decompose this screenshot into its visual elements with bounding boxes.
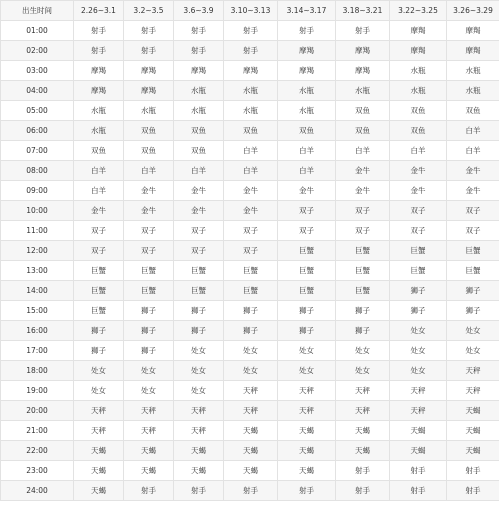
table-row [1, 321, 499, 341]
zodiac-cell: 双子 [390, 201, 447, 221]
zodiac-cell: 双子 [447, 201, 499, 221]
header-date-range: 3.14~3.17 [278, 1, 336, 21]
header-date-range: 3.22~3.25 [390, 1, 447, 21]
zodiac-cell: 巨蟹 [224, 261, 278, 281]
row-time: 09:00 [1, 181, 74, 201]
row-time: 20:00 [1, 401, 74, 421]
zodiac-cell: 金牛 [124, 201, 174, 221]
zodiac-cell: 双子 [224, 241, 278, 261]
zodiac-cell: 白羊 [174, 161, 224, 181]
zodiac-cell: 天秤 [174, 421, 224, 441]
zodiac-cell: 天秤 [447, 361, 499, 381]
zodiac-cell: 处女 [174, 341, 224, 361]
zodiac-cell: 天秤 [224, 381, 278, 401]
zodiac-cell: 水瓶 [447, 81, 499, 101]
zodiac-cell: 金牛 [174, 201, 224, 221]
zodiac-cell: 射手 [224, 481, 278, 501]
zodiac-cell: 射手 [74, 21, 124, 41]
zodiac-cell: 天蝎 [278, 441, 336, 461]
header-date-range: 3.26~3.29 [447, 1, 499, 21]
table-row [1, 481, 499, 501]
table-row [1, 341, 499, 361]
zodiac-cell: 巨蟹 [74, 301, 124, 321]
zodiac-cell: 狮子 [336, 321, 390, 341]
zodiac-cell: 射手 [224, 21, 278, 41]
zodiac-cell: 双鱼 [124, 121, 174, 141]
zodiac-cell: 白羊 [124, 161, 174, 181]
zodiac-cell: 双子 [336, 221, 390, 241]
zodiac-cell: 处女 [390, 361, 447, 381]
zodiac-cell: 天蝎 [124, 441, 174, 461]
table-row [1, 201, 499, 221]
row-time: 18:00 [1, 361, 74, 381]
zodiac-cell: 射手 [174, 41, 224, 61]
zodiac-cell: 双鱼 [74, 141, 124, 161]
zodiac-cell: 双鱼 [336, 101, 390, 121]
zodiac-cell: 白羊 [278, 141, 336, 161]
zodiac-cell: 射手 [74, 41, 124, 61]
zodiac-cell: 双子 [447, 221, 499, 241]
row-time: 07:00 [1, 141, 74, 161]
zodiac-cell: 水瓶 [224, 81, 278, 101]
zodiac-cell: 双鱼 [224, 121, 278, 141]
zodiac-cell: 巨蟹 [174, 281, 224, 301]
zodiac-cell: 水瓶 [278, 101, 336, 121]
zodiac-cell: 天蝎 [278, 461, 336, 481]
zodiac-cell: 狮子 [447, 281, 499, 301]
row-time: 04:00 [1, 81, 74, 101]
zodiac-cell: 双子 [278, 201, 336, 221]
table-row [1, 441, 499, 461]
zodiac-cell: 水瓶 [74, 121, 124, 141]
zodiac-cell: 水瓶 [390, 81, 447, 101]
row-time: 08:00 [1, 161, 74, 181]
zodiac-cell: 金牛 [224, 201, 278, 221]
zodiac-cell: 金牛 [336, 181, 390, 201]
zodiac-cell: 天蝎 [336, 421, 390, 441]
table-body [1, 21, 499, 501]
zodiac-cell: 摩羯 [390, 41, 447, 61]
zodiac-cell: 天蝎 [336, 441, 390, 461]
row-time: 23:00 [1, 461, 74, 481]
zodiac-cell: 处女 [278, 341, 336, 361]
table-row [1, 21, 499, 41]
row-time: 22:00 [1, 441, 74, 461]
zodiac-cell: 射手 [390, 481, 447, 501]
zodiac-cell: 处女 [174, 361, 224, 381]
zodiac-cell: 处女 [447, 321, 499, 341]
zodiac-cell: 处女 [390, 321, 447, 341]
zodiac-cell: 水瓶 [224, 101, 278, 121]
zodiac-cell: 天秤 [74, 401, 124, 421]
header-date-range: 3.2~3.5 [124, 1, 174, 21]
zodiac-cell: 摩羯 [224, 61, 278, 81]
zodiac-cell: 金牛 [447, 161, 499, 181]
zodiac-cell: 双子 [74, 221, 124, 241]
zodiac-cell: 狮子 [174, 301, 224, 321]
zodiac-cell: 摩羯 [336, 61, 390, 81]
row-time: 05:00 [1, 101, 74, 121]
zodiac-cell: 巨蟹 [336, 241, 390, 261]
row-time: 02:00 [1, 41, 74, 61]
zodiac-cell: 射手 [447, 481, 499, 501]
zodiac-cell: 狮子 [124, 321, 174, 341]
row-time: 24:00 [1, 481, 74, 501]
zodiac-cell: 处女 [336, 341, 390, 361]
zodiac-cell: 巨蟹 [124, 261, 174, 281]
zodiac-cell: 双子 [224, 221, 278, 241]
table-row [1, 101, 499, 121]
zodiac-cell: 射手 [174, 481, 224, 501]
zodiac-cell: 摩羯 [336, 41, 390, 61]
zodiac-cell: 巨蟹 [447, 241, 499, 261]
table-row [1, 81, 499, 101]
zodiac-cell: 射手 [336, 481, 390, 501]
zodiac-cell: 处女 [336, 361, 390, 381]
zodiac-cell: 狮子 [124, 301, 174, 321]
zodiac-cell: 摩羯 [447, 21, 499, 41]
zodiac-cell: 双子 [278, 221, 336, 241]
zodiac-cell: 金牛 [174, 181, 224, 201]
row-time: 11:00 [1, 221, 74, 241]
header-date-range: 3.6~3.9 [174, 1, 224, 21]
zodiac-cell: 处女 [447, 341, 499, 361]
zodiac-cell: 水瓶 [278, 81, 336, 101]
zodiac-cell: 金牛 [390, 161, 447, 181]
table-header-row [1, 1, 499, 21]
zodiac-cell: 射手 [278, 481, 336, 501]
row-time: 14:00 [1, 281, 74, 301]
zodiac-cell: 水瓶 [124, 101, 174, 121]
zodiac-cell: 天蝎 [390, 441, 447, 461]
zodiac-cell: 天蝎 [74, 481, 124, 501]
zodiac-cell: 处女 [174, 381, 224, 401]
zodiac-cell: 天蝎 [224, 421, 278, 441]
zodiac-cell: 摩羯 [74, 61, 124, 81]
zodiac-cell: 双鱼 [278, 121, 336, 141]
zodiac-cell: 巨蟹 [278, 281, 336, 301]
zodiac-cell: 巨蟹 [124, 281, 174, 301]
zodiac-cell: 射手 [390, 461, 447, 481]
zodiac-cell: 天蝎 [74, 461, 124, 481]
zodiac-cell: 天蝎 [224, 441, 278, 461]
zodiac-cell: 狮子 [74, 321, 124, 341]
zodiac-cell: 狮子 [390, 301, 447, 321]
zodiac-cell: 巨蟹 [336, 261, 390, 281]
zodiac-cell: 双子 [174, 241, 224, 261]
zodiac-cell: 天秤 [74, 421, 124, 441]
zodiac-cell: 白羊 [74, 161, 124, 181]
zodiac-cell: 巨蟹 [174, 261, 224, 281]
zodiac-cell: 白羊 [224, 161, 278, 181]
zodiac-cell: 天秤 [174, 401, 224, 421]
zodiac-cell: 天蝎 [174, 441, 224, 461]
zodiac-cell: 狮子 [390, 281, 447, 301]
zodiac-cell: 水瓶 [336, 81, 390, 101]
zodiac-cell: 天秤 [278, 381, 336, 401]
zodiac-cell: 白羊 [224, 141, 278, 161]
zodiac-cell: 天秤 [336, 401, 390, 421]
zodiac-cell: 射手 [336, 21, 390, 41]
table-row [1, 261, 499, 281]
table-row [1, 401, 499, 421]
row-time: 01:00 [1, 21, 74, 41]
row-time: 12:00 [1, 241, 74, 261]
row-time: 13:00 [1, 261, 74, 281]
zodiac-cell: 天秤 [390, 381, 447, 401]
zodiac-cell: 摩羯 [74, 81, 124, 101]
table-row [1, 461, 499, 481]
zodiac-cell: 射手 [278, 21, 336, 41]
zodiac-cell: 处女 [124, 381, 174, 401]
zodiac-cell: 金牛 [278, 181, 336, 201]
header-date-range: 3.10~3.13 [224, 1, 278, 21]
zodiac-cell: 天秤 [124, 401, 174, 421]
zodiac-cell: 天蝎 [447, 401, 499, 421]
row-time: 21:00 [1, 421, 74, 441]
zodiac-cell: 射手 [336, 461, 390, 481]
table-row [1, 421, 499, 441]
row-time: 10:00 [1, 201, 74, 221]
zodiac-cell: 金牛 [336, 161, 390, 181]
zodiac-cell: 天秤 [447, 381, 499, 401]
zodiac-cell: 双鱼 [174, 121, 224, 141]
zodiac-cell: 水瓶 [447, 61, 499, 81]
zodiac-cell: 白羊 [336, 141, 390, 161]
table-row [1, 41, 499, 61]
zodiac-cell: 水瓶 [74, 101, 124, 121]
zodiac-cell: 水瓶 [174, 101, 224, 121]
zodiac-cell: 天秤 [390, 401, 447, 421]
zodiac-cell: 白羊 [74, 181, 124, 201]
zodiac-cell: 天蝎 [224, 461, 278, 481]
table-row [1, 361, 499, 381]
row-time: 06:00 [1, 121, 74, 141]
zodiac-cell: 天蝎 [447, 421, 499, 441]
zodiac-cell: 天蝎 [390, 421, 447, 441]
zodiac-cell: 处女 [278, 361, 336, 381]
zodiac-cell: 摩羯 [124, 61, 174, 81]
zodiac-cell: 金牛 [74, 201, 124, 221]
zodiac-cell: 巨蟹 [278, 261, 336, 281]
zodiac-cell: 双鱼 [124, 141, 174, 161]
zodiac-cell: 射手 [224, 41, 278, 61]
zodiac-cell: 天蝎 [74, 441, 124, 461]
zodiac-cell: 双鱼 [336, 121, 390, 141]
zodiac-cell: 双子 [74, 241, 124, 261]
zodiac-cell: 白羊 [390, 141, 447, 161]
table-row [1, 381, 499, 401]
table-row [1, 221, 499, 241]
zodiac-cell: 双鱼 [390, 101, 447, 121]
zodiac-cell: 处女 [224, 341, 278, 361]
zodiac-cell: 狮子 [278, 301, 336, 321]
zodiac-cell: 双鱼 [390, 121, 447, 141]
zodiac-cell: 天蝎 [447, 441, 499, 461]
zodiac-cell: 射手 [124, 21, 174, 41]
zodiac-cell: 双子 [336, 201, 390, 221]
zodiac-cell: 双子 [174, 221, 224, 241]
zodiac-cell: 白羊 [447, 141, 499, 161]
zodiac-cell: 水瓶 [174, 81, 224, 101]
zodiac-cell: 狮子 [174, 321, 224, 341]
zodiac-cell: 摩羯 [174, 61, 224, 81]
table-row [1, 161, 499, 181]
zodiac-cell: 射手 [124, 41, 174, 61]
zodiac-cell: 狮子 [74, 341, 124, 361]
zodiac-cell: 天秤 [124, 421, 174, 441]
row-time: 19:00 [1, 381, 74, 401]
zodiac-cell: 狮子 [224, 301, 278, 321]
zodiac-cell: 处女 [390, 341, 447, 361]
zodiac-cell: 巨蟹 [74, 261, 124, 281]
zodiac-cell: 白羊 [278, 161, 336, 181]
zodiac-cell: 双子 [390, 221, 447, 241]
zodiac-cell: 巨蟹 [390, 241, 447, 261]
table-row [1, 61, 499, 81]
zodiac-cell: 天秤 [336, 381, 390, 401]
table-row [1, 241, 499, 261]
zodiac-cell: 天蝎 [278, 421, 336, 441]
zodiac-cell: 天蝎 [124, 461, 174, 481]
zodiac-cell: 摩羯 [447, 41, 499, 61]
header-date-range: 3.18~3.21 [336, 1, 390, 21]
table-row [1, 301, 499, 321]
zodiac-cell: 双子 [124, 221, 174, 241]
zodiac-cell: 狮子 [278, 321, 336, 341]
zodiac-cell: 巨蟹 [447, 261, 499, 281]
header-birth-time: 出生时间 [1, 1, 74, 21]
zodiac-cell: 金牛 [447, 181, 499, 201]
zodiac-cell: 金牛 [124, 181, 174, 201]
zodiac-cell: 双鱼 [447, 101, 499, 121]
row-time: 17:00 [1, 341, 74, 361]
zodiac-cell: 摩羯 [278, 41, 336, 61]
zodiac-cell: 处女 [224, 361, 278, 381]
zodiac-cell: 巨蟹 [278, 241, 336, 261]
zodiac-cell: 水瓶 [390, 61, 447, 81]
zodiac-cell: 摩羯 [390, 21, 447, 41]
table-row [1, 281, 499, 301]
zodiac-cell: 射手 [174, 21, 224, 41]
zodiac-cell: 天秤 [224, 401, 278, 421]
row-time: 16:00 [1, 321, 74, 341]
zodiac-cell: 摩羯 [278, 61, 336, 81]
zodiac-cell: 巨蟹 [390, 261, 447, 281]
row-time: 15:00 [1, 301, 74, 321]
zodiac-cell: 双子 [124, 241, 174, 261]
zodiac-cell: 摩羯 [124, 81, 174, 101]
zodiac-cell: 射手 [447, 461, 499, 481]
zodiac-cell: 巨蟹 [336, 281, 390, 301]
zodiac-cell: 巨蟹 [74, 281, 124, 301]
zodiac-cell: 天蝎 [174, 461, 224, 481]
zodiac-cell: 射手 [124, 481, 174, 501]
zodiac-cell: 处女 [74, 381, 124, 401]
zodiac-cell: 金牛 [224, 181, 278, 201]
zodiac-cell: 狮子 [124, 341, 174, 361]
zodiac-cell: 巨蟹 [224, 281, 278, 301]
zodiac-cell: 狮子 [224, 321, 278, 341]
zodiac-cell: 狮子 [336, 301, 390, 321]
row-time: 03:00 [1, 61, 74, 81]
zodiac-cell: 狮子 [447, 301, 499, 321]
table-row [1, 121, 499, 141]
zodiac-cell: 处女 [74, 361, 124, 381]
header-date-range: 2.26~3.1 [74, 1, 124, 21]
zodiac-cell: 双鱼 [174, 141, 224, 161]
zodiac-cell: 白羊 [447, 121, 499, 141]
table-row [1, 181, 499, 201]
table-row [1, 141, 499, 161]
zodiac-cell: 处女 [124, 361, 174, 381]
zodiac-cell: 金牛 [390, 181, 447, 201]
zodiac-cell: 天秤 [278, 401, 336, 421]
